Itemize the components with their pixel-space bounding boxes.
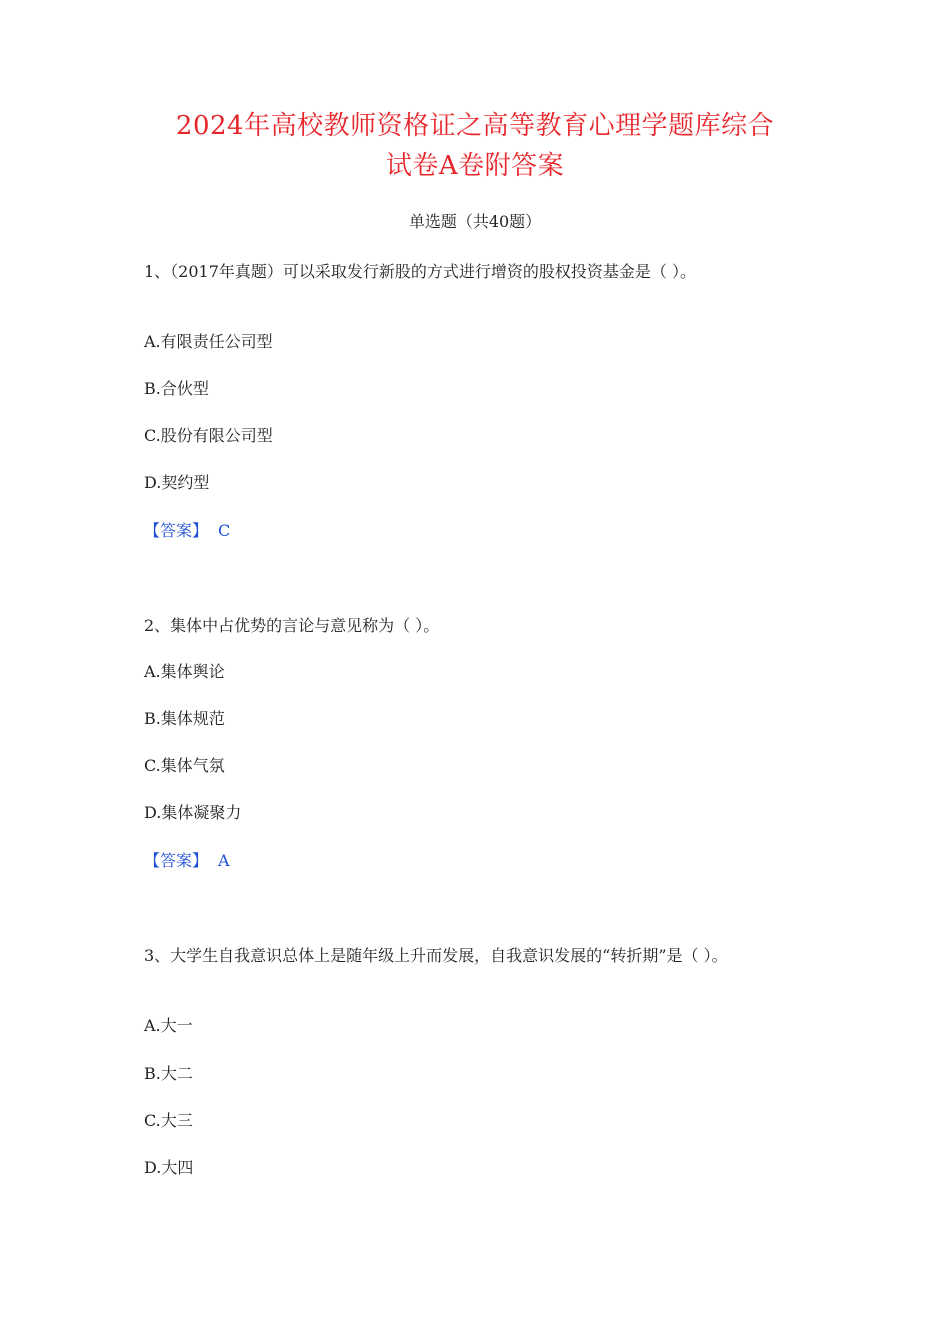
- question-1-option-b: B.合伙型: [144, 379, 209, 398]
- question-1-stem: 1、（2017年真题）可以采取发行新股的方式进行增资的股权投资基金是（ ）。: [144, 262, 696, 281]
- title-line-2: 试卷A卷附答案: [385, 151, 565, 181]
- answer-value: C: [218, 521, 231, 540]
- question-3-option-d: D.大四: [144, 1158, 194, 1177]
- title-line-1: 2024年高校教师资格证之高等教育心理学题库综合: [175, 111, 775, 141]
- question-2-option-a: A.集体舆论: [144, 662, 225, 681]
- question-2-option-c: C.集体气氛: [144, 756, 225, 775]
- question-2-option-d: D.集体凝聚力: [144, 803, 242, 822]
- question-1-option-c: C.股份有限公司型: [144, 426, 273, 445]
- question-3-option-c: C.大三: [144, 1111, 193, 1130]
- question-3-stem: 3、大学生自我意识总体上是随年级上升而发展，自我意识发展的“转折期”是（ ）。: [144, 946, 728, 965]
- question-1-option-a: A.有限责任公司型: [144, 332, 273, 351]
- answer-label: 【答案】: [144, 851, 209, 870]
- answer-label: 【答案】: [144, 521, 209, 540]
- section-heading: 单选题（共40题）: [408, 212, 542, 231]
- question-2-option-b: B.集体规范: [144, 709, 225, 728]
- question-2-answer: [144, 849, 230, 873]
- question-3-option-a: A.大一: [144, 1016, 193, 1035]
- question-2-stem: 2、集体中占优势的言论与意见称为（ ）。: [144, 616, 440, 635]
- question-1-option-d: D.契约型: [144, 473, 210, 492]
- question-1-answer: [144, 519, 230, 543]
- document-title: [100, 106, 850, 186]
- answer-value: A: [218, 851, 230, 870]
- question-3-option-b: B.大二: [144, 1064, 193, 1083]
